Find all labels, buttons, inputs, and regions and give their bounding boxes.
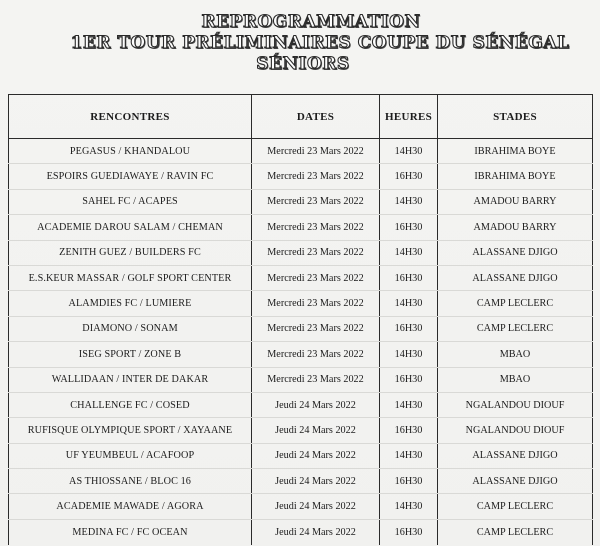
match-cell: PEGASUS / KHANDALOU (9, 139, 252, 164)
table-row (9, 469, 593, 494)
table-row (9, 164, 593, 189)
time-cell: 16H30 (380, 265, 438, 290)
match-cell: AS THIOSSANE / BLOC 16 (9, 469, 252, 494)
table-row (9, 418, 593, 443)
date-cell: Jeudi 24 Mars 2022 (252, 469, 380, 494)
match-cell: WALLIDAAN / INTER DE DAKAR (9, 367, 252, 392)
table-header-row (9, 95, 593, 139)
header-times: HEURES (380, 95, 438, 139)
date-cell: Mercredi 23 Mars 2022 (252, 291, 380, 316)
title-line-3: SÉNIORS (256, 54, 350, 74)
table-row (9, 519, 593, 544)
venue-cell: CAMP LECLERC (438, 316, 593, 341)
table-body (9, 139, 593, 545)
table-row (9, 189, 593, 214)
table-row (9, 291, 593, 316)
table-row (9, 494, 593, 519)
date-cell: Mercredi 23 Mars 2022 (252, 316, 380, 341)
date-cell: Jeudi 24 Mars 2022 (252, 494, 380, 519)
header-matches: RENCONTRES (9, 95, 252, 139)
venue-cell: ALASSANE DJIGO (438, 469, 593, 494)
venue-cell: NGALANDOU DIOUF (438, 418, 593, 443)
time-cell: 16H30 (380, 215, 438, 240)
match-cell: ZENITH GUEZ / BUILDERS FC (9, 240, 252, 265)
time-cell: 16H30 (380, 164, 438, 189)
table-row (9, 316, 593, 341)
venue-cell: NGALANDOU DIOUF (438, 392, 593, 417)
match-cell: MEDINA FC / FC OCEAN (9, 519, 252, 544)
date-cell: Mercredi 23 Mars 2022 (252, 367, 380, 392)
time-cell: 14H30 (380, 291, 438, 316)
date-cell: Mercredi 23 Mars 2022 (252, 164, 380, 189)
match-cell: RUFISQUE OLYMPIQUE SPORT / XAYAANE (9, 418, 252, 443)
table-row (9, 342, 593, 367)
match-cell: ESPOIRS GUEDIAWAYE / RAVIN FC (9, 164, 252, 189)
time-cell: 14H30 (380, 392, 438, 417)
table-row (9, 443, 593, 468)
venue-cell: AMADOU BARRY (438, 189, 593, 214)
date-cell: Jeudi 24 Mars 2022 (252, 519, 380, 544)
time-cell: 14H30 (380, 240, 438, 265)
title-line-2: 1ER TOUR PRÉLIMINAIRES COUPE DU SÉNÉGAL (70, 33, 570, 53)
date-cell: Jeudi 24 Mars 2022 (252, 418, 380, 443)
time-cell: 14H30 (380, 189, 438, 214)
header-dates: DATES (252, 95, 380, 139)
venue-cell: CAMP LECLERC (438, 494, 593, 519)
match-cell: E.S.KEUR MASSAR / GOLF SPORT CENTER (9, 265, 252, 290)
time-cell: 14H30 (380, 342, 438, 367)
time-cell: 14H30 (380, 494, 438, 519)
date-cell: Mercredi 23 Mars 2022 (252, 342, 380, 367)
time-cell: 16H30 (380, 469, 438, 494)
table-row (9, 265, 593, 290)
venue-cell: IBRAHIMA BOYE (438, 139, 593, 164)
table-row (9, 139, 593, 164)
time-cell: 16H30 (380, 519, 438, 544)
date-cell: Mercredi 23 Mars 2022 (252, 265, 380, 290)
date-cell: Mercredi 23 Mars 2022 (252, 240, 380, 265)
match-cell: CHALLENGE FC / COSED (9, 392, 252, 417)
table-row (9, 392, 593, 417)
table-row (9, 367, 593, 392)
match-cell: SAHEL FC / ACAPES (9, 189, 252, 214)
date-cell: Mercredi 23 Mars 2022 (252, 215, 380, 240)
table-row (9, 215, 593, 240)
venue-cell: ALASSANE DJIGO (438, 443, 593, 468)
time-cell: 14H30 (380, 443, 438, 468)
match-cell: DIAMONO / SONAM (9, 316, 252, 341)
venue-cell: MBAO (438, 367, 593, 392)
date-cell: Jeudi 24 Mars 2022 (252, 392, 380, 417)
match-cell: ISEG SPORT / ZONE B (9, 342, 252, 367)
document-title (0, 12, 600, 75)
venue-cell: MBAO (438, 342, 593, 367)
match-cell: ACADEMIE DAROU SALAM / CHEMAN (9, 215, 252, 240)
match-cell: ACADEMIE MAWADE / AGORA (9, 494, 252, 519)
date-cell: Mercredi 23 Mars 2022 (252, 189, 380, 214)
title-line-1: REPROGRAMMATION (201, 12, 421, 32)
venue-cell: ALASSANE DJIGO (438, 240, 593, 265)
header-venues: STADES (438, 95, 593, 139)
schedule-table (8, 94, 593, 545)
venue-cell: CAMP LECLERC (438, 291, 593, 316)
table-row (9, 240, 593, 265)
date-cell: Mercredi 23 Mars 2022 (252, 139, 380, 164)
time-cell: 14H30 (380, 139, 438, 164)
date-cell: Jeudi 24 Mars 2022 (252, 443, 380, 468)
time-cell: 16H30 (380, 418, 438, 443)
time-cell: 16H30 (380, 367, 438, 392)
venue-cell: CAMP LECLERC (438, 519, 593, 544)
venue-cell: ALASSANE DJIGO (438, 265, 593, 290)
venue-cell: IBRAHIMA BOYE (438, 164, 593, 189)
time-cell: 16H30 (380, 316, 438, 341)
venue-cell: AMADOU BARRY (438, 215, 593, 240)
match-cell: ALAMDIES FC / LUMIERE (9, 291, 252, 316)
match-cell: UF YEUMBEUL / ACAFOOP (9, 443, 252, 468)
